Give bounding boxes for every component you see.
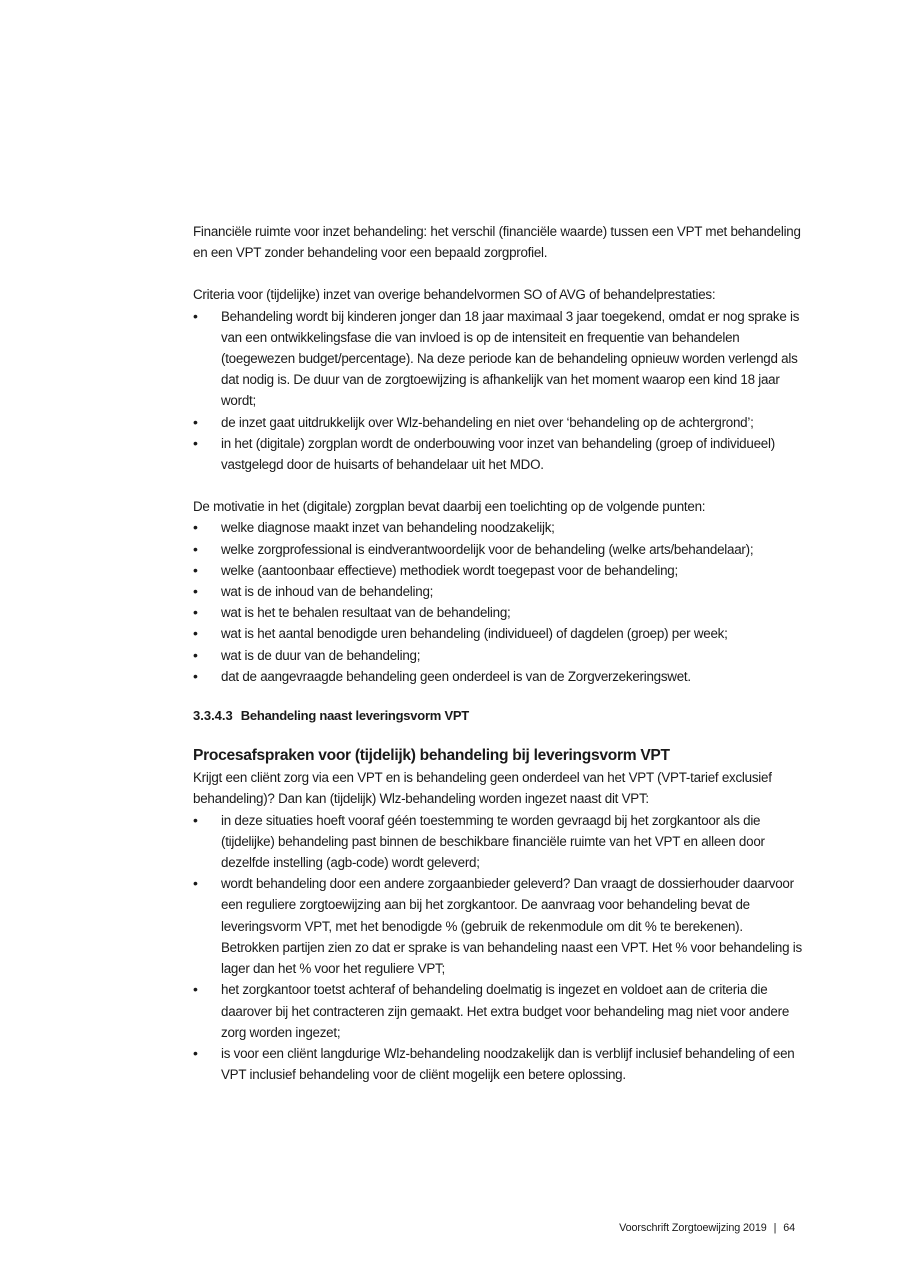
process-subheading: Procesafspraken voor (tijdelijk) behandeling bij leveringsvorm VPT <box>193 747 670 765</box>
footer-separator: | <box>773 1222 777 1234</box>
list-item: • wat is de duur van de behandeling; <box>193 645 803 666</box>
financial-space-paragraph: Financiële ruimte voor inzet behandeling: het verschil (financiële waarde) tussen een VPT met behandeling en een VPT zonder behandeling voor een bepaald zorgprofiel. <box>193 224 801 261</box>
process-list <box>193 810 803 1086</box>
criteria-list <box>193 306 803 476</box>
criteria-intro: Criteria voor (tijdelijke) inzet van overige behandelvormen SO of AVG of behandelprestaties: <box>193 287 716 303</box>
motivation-intro: De motivatie in het (digitale) zorgplan bevat daarbij een toelichting op de volgende punten: <box>193 499 706 515</box>
document-page <box>193 221 803 1085</box>
list-item: • welke zorgprofessional is eindverantwoordelijk voor de behandeling (welke arts/behandelaar); <box>193 539 803 560</box>
list-item: • dat de aangevraagde behandeling geen onderdeel is van de Zorgverzekeringswet. <box>193 666 803 687</box>
section-title: Behandeling naast leveringsvorm VPT <box>240 708 469 724</box>
page-footer <box>619 1222 795 1234</box>
section-number: 3.3.4.3 <box>193 708 233 724</box>
list-item: • wordt behandeling door een andere zorgaanbieder geleverd? Dan vraagt de dossierhouder daarvoor een reguliere zorgtoewijzing aan bij het zorgkantoor. De aanvraag voor behandeling bevat de leveringsvorm VPT, met het benodigde % (gebruik de rekenmodule om dit % te berekenen). Betrokken partijen zien zo dat er sprake is van behandeling naast een VPT. Het % voor behandeling is lager dan het % voor het reguliere VPT; <box>193 873 803 979</box>
list-item: • welke (aantoonbaar effectieve) methodiek wordt toegepast voor de behandeling; <box>193 560 803 581</box>
list-item: • wat is de inhoud van de behandeling; <box>193 581 803 602</box>
footer-document-title: Voorschrift Zorgtoewijzing 2019 <box>619 1222 767 1234</box>
process-intro: Krijgt een cliënt zorg via een VPT en is behandeling geen onderdeel van het VPT (VPT-tarief exclusief behandeling)? Dan kan (tijdelijk) Wlz-behandeling worden ingezet naast dit VPT: <box>193 770 772 807</box>
list-item: • de inzet gaat uitdrukkelijk over Wlz-behandeling en niet over ‘behandeling op de achtergrond’; <box>193 412 803 433</box>
list-item: • welke diagnose maakt inzet van behandeling noodzakelijk; <box>193 517 803 538</box>
list-item: • in het (digitale) zorgplan wordt de onderbouwing voor inzet van behandeling (groep of individueel) vastgelegd door de huisarts of behandelaar uit het MDO. <box>193 433 803 475</box>
page-number: 64 <box>783 1222 795 1234</box>
spacer <box>193 475 803 496</box>
section-heading <box>193 705 803 726</box>
spacer <box>193 263 803 284</box>
list-item: • het zorgkantoor toetst achteraf of behandeling doelmatig is ingezet en voldoet aan de criteria die daarover bij het contracteren zijn gemaakt. Het extra budget voor behandeling mag niet voor andere zorg worden ingezet; <box>193 979 803 1043</box>
list-item: • wat is het aantal benodigde uren behandeling (individueel) of dagdelen (groep) per week; <box>193 623 803 644</box>
list-item: • Behandeling wordt bij kinderen jonger dan 18 jaar maximaal 3 jaar toegekend, omdat er nog sprake is van een ontwikkelingsfase die van invloed is op de intensiteit en frequentie van behandelen (toegewezen budget/percentage). Na deze periode kan de behandeling opnieuw worden verlengd als dat nodig is. De duur van de zorgtoewijzing is afhankelijk van het moment waarop een kind 18 jaar wordt; <box>193 306 803 412</box>
list-item: • is voor een cliënt langdurige Wlz-behandeling noodzakelijk dan is verblijf inclusief behandeling of een VPT inclusief behandeling voor de cliënt mogelijk een betere oplossing. <box>193 1043 803 1085</box>
motivation-list <box>193 517 803 687</box>
list-item: • in deze situaties hoeft vooraf géén toestemming te worden gevraagd bij het zorgkantoor als die (tijdelijke) behandeling past binnen de beschikbare financiële ruimte van het VPT en alleen door dezelfde instelling (agb-code) wordt geleverd; <box>193 810 803 874</box>
list-item: • wat is het te behalen resultaat van de behandeling; <box>193 602 803 623</box>
